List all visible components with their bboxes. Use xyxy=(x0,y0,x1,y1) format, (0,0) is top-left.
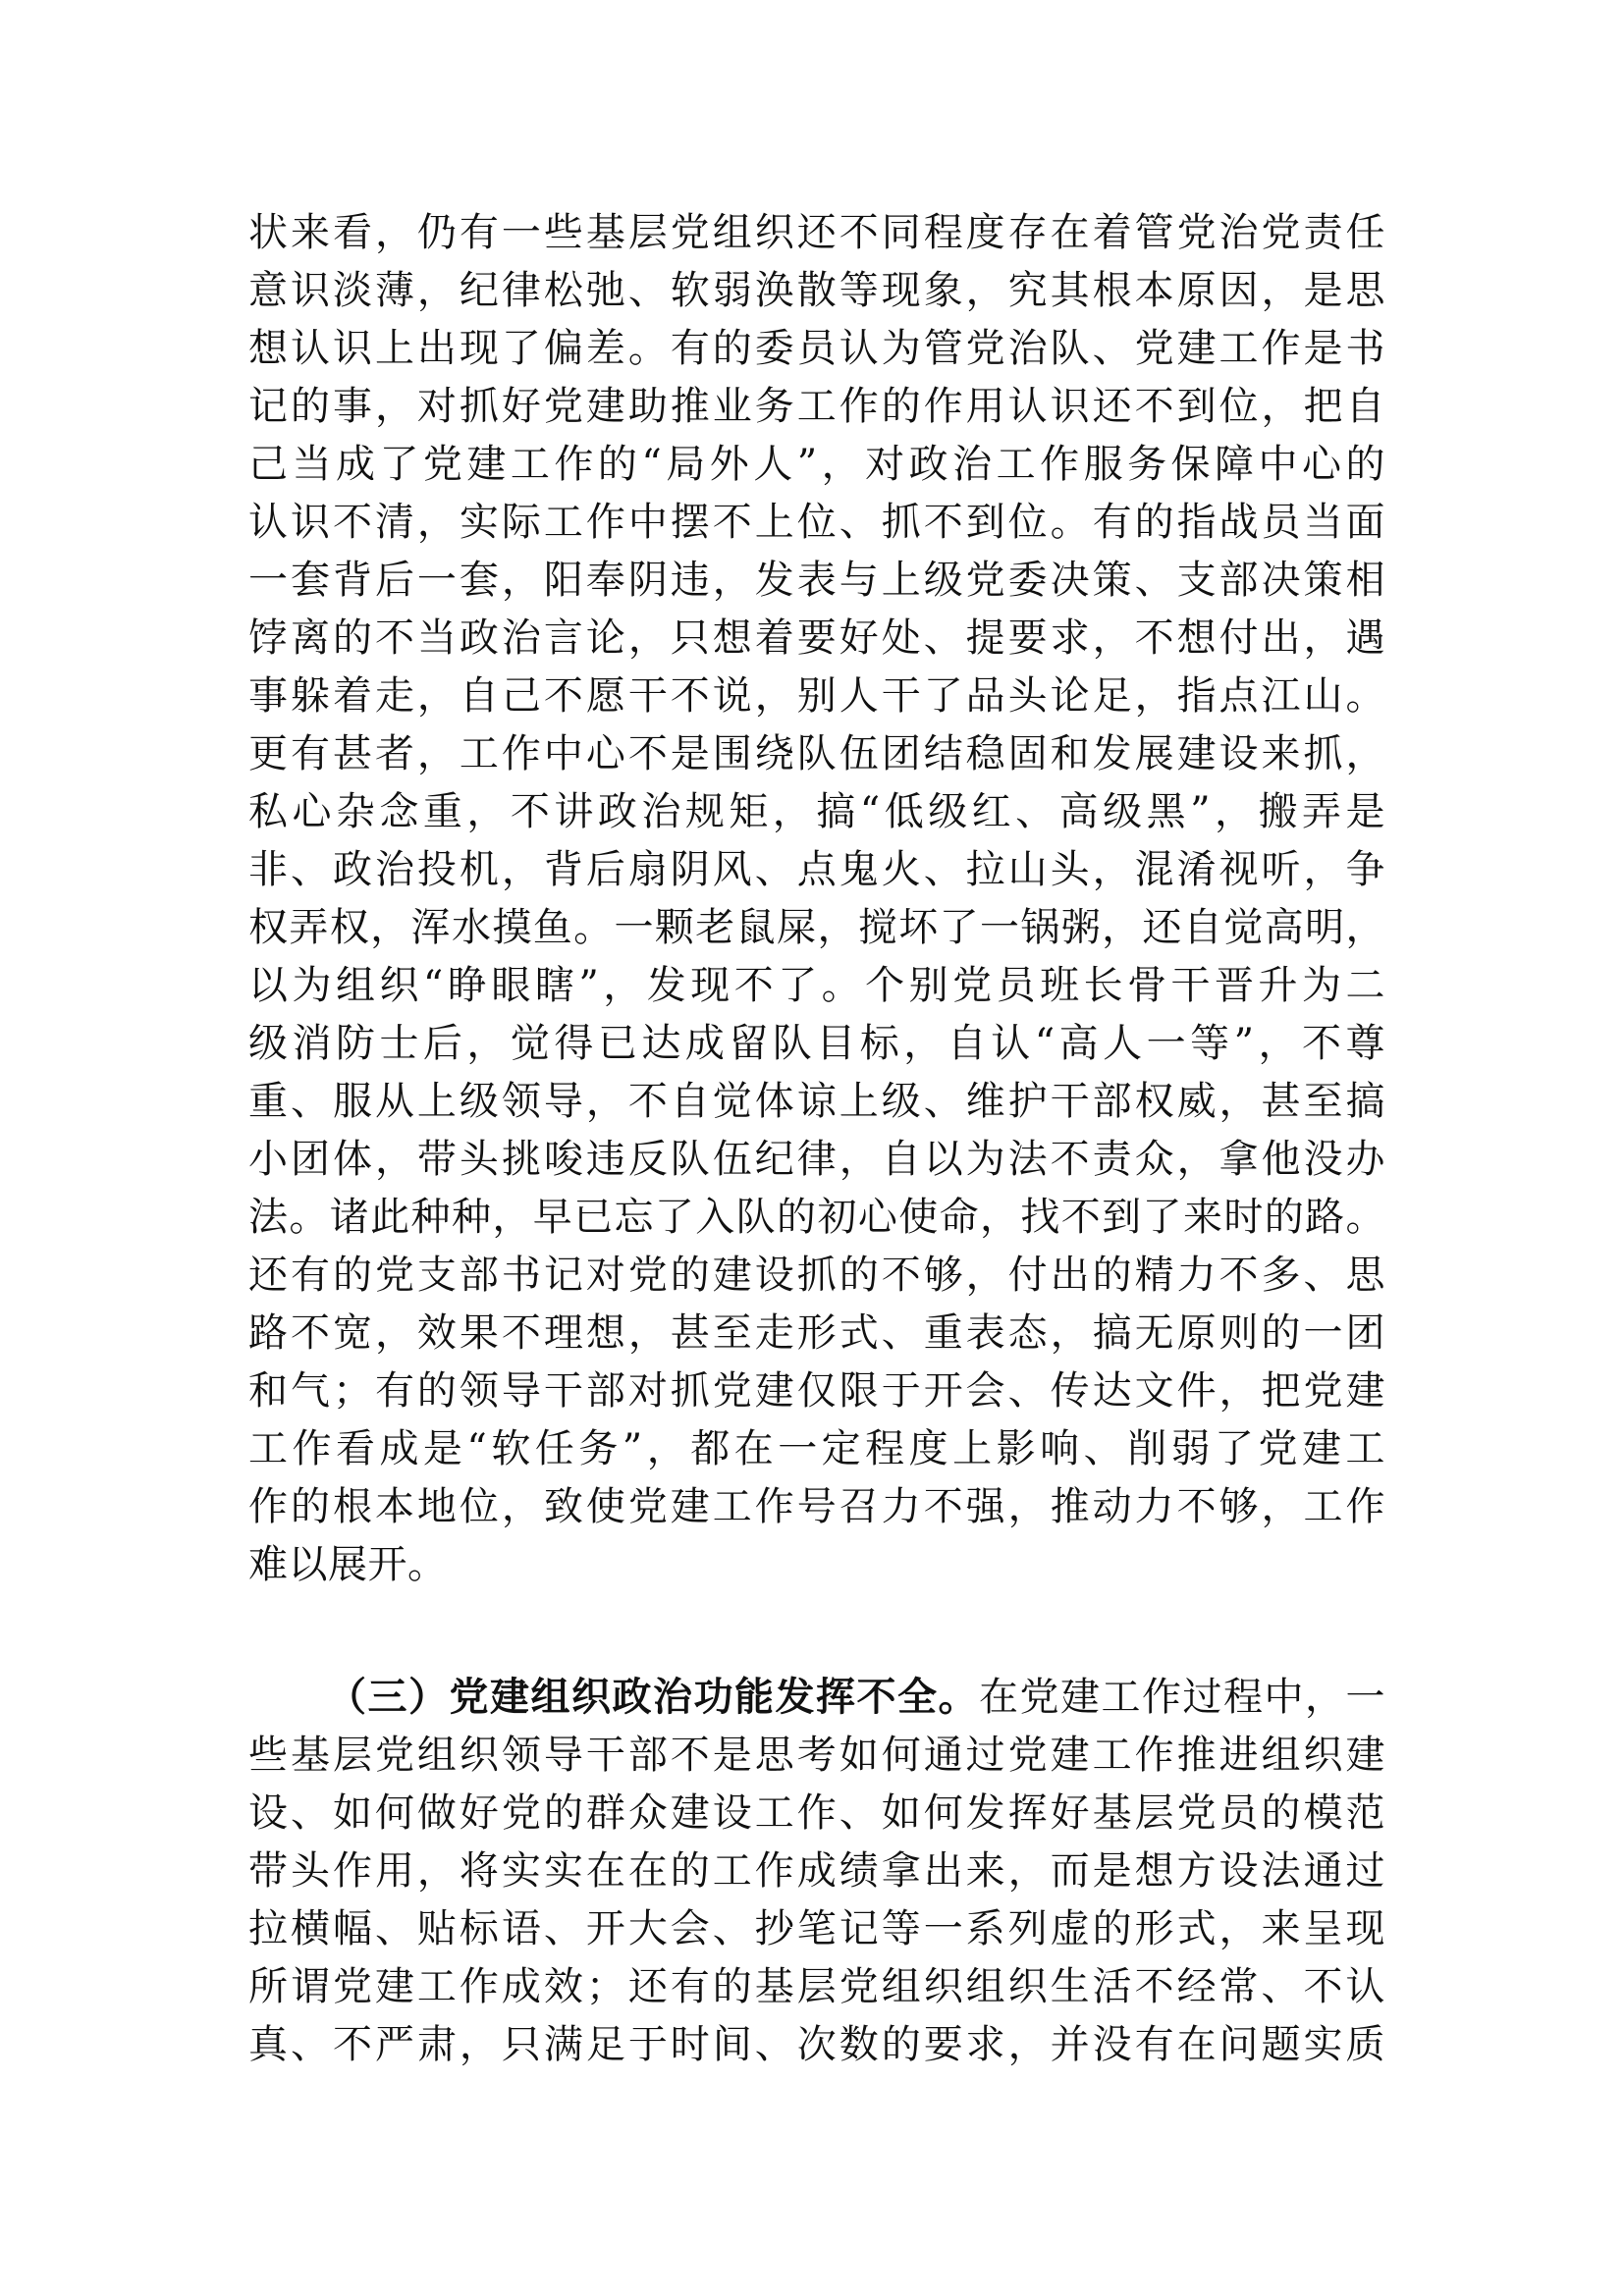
paragraph-line: 事躲着走，自己不愿干不说，别人干了品头论足，指点江山。 xyxy=(248,673,1385,719)
paragraph-line: 己当成了党建工作的“局外人”，对政治工作服务保障中心的 xyxy=(248,442,1385,487)
paragraph-line: 状来看，仍有一些基层党组织还不同程度存在着管党治党责任 xyxy=(248,210,1385,255)
paragraph-2 xyxy=(248,1669,1385,2074)
paragraph-line: 想认识上出现了偏差。有的委员认为管党治队、党建工作是书 xyxy=(248,326,1385,371)
paragraph-line: 非、政治投机，背后扇阴风、点鬼火、拉山头，混淆视听，争 xyxy=(248,847,1385,892)
heading-line-rest: 在党建工作过程中，一 xyxy=(979,1675,1385,1720)
paragraph-line: 难以展开。 xyxy=(248,1542,448,1587)
paragraph-line: 小团体，带头挑唆违反队伍纪律，自以为法不责众，拿他没办 xyxy=(248,1137,1385,1182)
paragraph-line: 带头作用，将实实在在的工作成绩拿出来，而是想方设法通过 xyxy=(248,1848,1385,1894)
paragraph-line: 些基层党组织领导干部不是思考如何通过党建工作推进组织建 xyxy=(248,1733,1385,1778)
paragraph-1 xyxy=(248,204,1385,1594)
paragraph-line: 重、服从上级领导，不自觉体谅上级、维护干部权威，甚至搞 xyxy=(248,1079,1385,1124)
paragraph-line: 饽离的不当政治言论，只想着要好处、提要求，不想付出，遇 xyxy=(248,615,1385,661)
paragraph-line: 所谓党建工作成效；还有的基层党组织组织生活不经常、不认 xyxy=(248,1964,1385,2009)
paragraph-line: 和气；有的领导干部对抓党建仅限于开会、传达文件，把党建 xyxy=(248,1368,1385,1414)
paragraph-line: 记的事，对抓好党建助推业务工作的作用认识还不到位，把自 xyxy=(248,384,1385,429)
paragraph-line: 意识淡薄，纪律松弛、软弱涣散等现象，究其根本原因，是思 xyxy=(248,268,1385,313)
paragraph-line: 还有的党支部书记对党的建设抓的不够，付出的精力不多、思 xyxy=(248,1253,1385,1298)
paragraph-line: 设、如何做好党的群众建设工作、如何发挥好基层党员的模范 xyxy=(248,1790,1385,1836)
paragraph-line: 私心杂念重，不讲政治规矩，搞“低级红、高级黑”，搬弄是 xyxy=(248,789,1385,834)
paragraph-line: 工作看成是“软任务”，都在一定程度上影响、削弱了党建工 xyxy=(248,1426,1385,1471)
paragraph-first-line xyxy=(248,1669,1385,1727)
paragraph-line: 法。诸此种种，早已忘了入队的初心使命，找不到了来时的路。 xyxy=(248,1195,1385,1240)
paragraph-line: 级消防士后，觉得已达成留队目标，自认“高人一等”，不尊 xyxy=(248,1021,1385,1066)
paragraph-line: 真、不严肃，只满足于时间、次数的要求，并没有在问题实质 xyxy=(248,2022,1385,2067)
paragraph-line: 以为组织“睁眼瞎”，发现不了。个别党员班长骨干晋升为二 xyxy=(248,963,1385,1008)
paragraph-line: 路不宽，效果不理想，甚至走形式、重表态，搞无原则的一团 xyxy=(248,1310,1385,1356)
paragraph-line: 认识不清，实际工作中摆不上位、抓不到位。有的指战员当面 xyxy=(248,500,1385,545)
paragraph-line: 权弄权，浑水摸鱼。一颗老鼠屎，搅坏了一锅粥，还自觉高明， xyxy=(248,905,1385,950)
paragraph-line: 作的根本地位，致使党建工作号召力不强，推动力不够，工作 xyxy=(248,1484,1385,1529)
paragraph-line: 一套背后一套，阳奉阴违，发表与上级党委决策、支部决策相 xyxy=(248,558,1385,603)
paragraph-line: 更有甚者，工作中心不是围绕队伍团结稳固和发展建设来抓， xyxy=(248,731,1385,776)
section-heading: （三）党建组织政治功能发挥不全。 xyxy=(327,1675,979,1720)
paragraph-line: 拉横幅、贴标语、开大会、抄笔记等一系列虚的形式，来呈现 xyxy=(248,1906,1385,1951)
